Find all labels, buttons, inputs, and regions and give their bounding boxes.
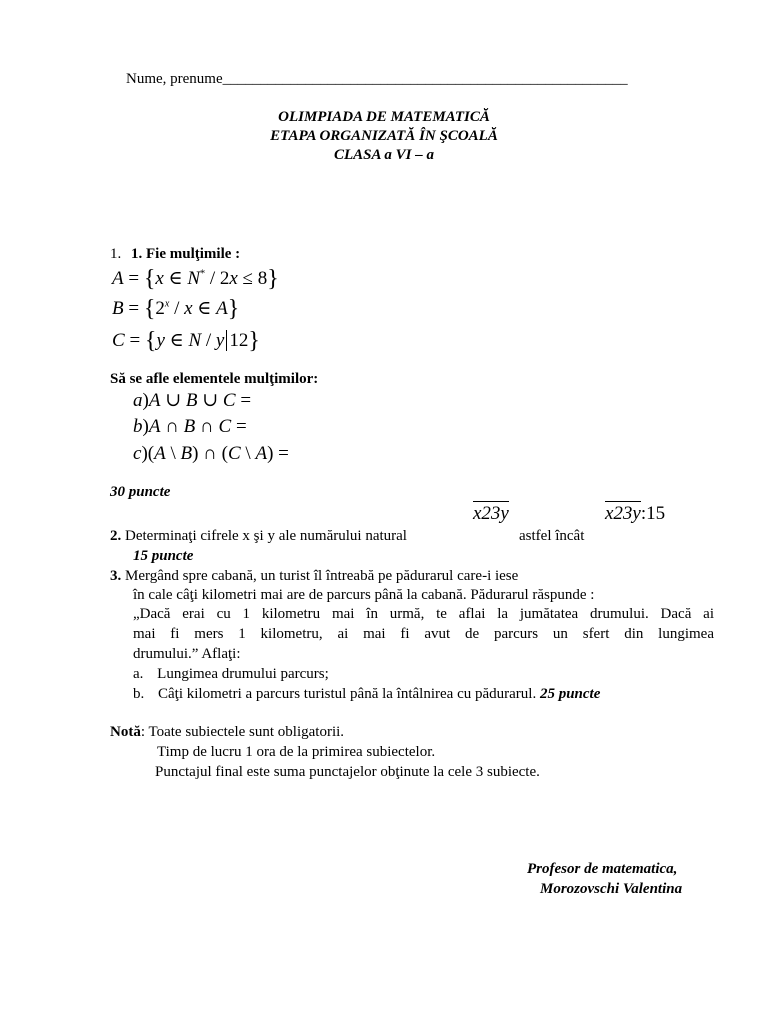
divisibility-expression: [605, 503, 665, 525]
title-line-2: ETAPA ORGANIZATĂ ÎN ŞCOALĂ: [270, 128, 498, 144]
title-line-3: CLASA a VI – a: [333, 147, 435, 163]
problem-3-sub-b: [133, 686, 600, 703]
problem-3-line-4: mai fi mers 1 kilometru, ai mai fi avut de parcurs un sfert din lungimea: [133, 626, 714, 642]
problem-1-task: Să se afle elementele mulţimilor:: [110, 371, 319, 387]
problem-3-line-1-text: Mergând spre cabană, un turist îl întreabă pe pădurarul care-i iese: [125, 568, 519, 584]
problem-1-heading: [110, 246, 240, 263]
item-a: a)A ∪ B ∪ C =: [133, 390, 252, 411]
name-line: ______________________________________________________: [222, 71, 628, 87]
item-b: b)A ∩ B ∩ C =: [133, 416, 247, 437]
divisibility-number: x23y: [605, 503, 641, 524]
note-line-3: Punctajul final este suma punctajelor obţinute la cele 3 subiecte.: [155, 764, 540, 780]
signature-title: Profesor de matematica,: [527, 861, 678, 877]
number-expression-text: x23y: [473, 503, 509, 524]
problem-1-title: 1. Fie mulţimile :: [131, 246, 241, 262]
number-expression: [473, 503, 509, 525]
problem-2-text: Determinaţi cifrele x şi y ale numărului natural: [125, 528, 407, 544]
problem-3-points: 25 puncte: [539, 686, 601, 702]
name-field: [126, 71, 628, 88]
problem-3-line-2: în cale câţi kilometri mai are de parcurs până la cabană. Pădurarul răspunde :: [133, 587, 595, 603]
item-c: c)(A \ B) ∩ (C \ A) =: [133, 443, 289, 464]
sub-b-text: Câţi kilometri a parcurs turistul până la întâlnirea cu pădurarul.: [158, 686, 537, 702]
problem-3-number: 3.: [110, 568, 122, 584]
problem-2-such-that: astfel încât: [519, 528, 585, 544]
problem-2-number: 2.: [110, 528, 122, 544]
sub-a-text: Lungimea drumului parcurs;: [157, 666, 329, 682]
sub-a-label: a.: [133, 666, 144, 682]
problem-2-points: 15 puncte: [133, 548, 194, 564]
signature-name: Morozovschi Valentina: [540, 881, 683, 897]
note-label: Notă: [110, 724, 141, 740]
note-line-2: Timp de lucru 1 ora de la primirea subiectelor.: [157, 744, 436, 760]
problem-3-line-5: drumului.” Aflaţi:: [133, 646, 241, 662]
set-a-definition: A = {x ∈ N* / 2x ≤ 8}: [112, 266, 279, 292]
problem-1-points: 30 puncte: [110, 484, 171, 500]
set-c-definition: C = {y ∈ N / y 12}: [112, 328, 260, 354]
note-line-1: [110, 724, 344, 741]
name-label: Nume, prenume: [126, 71, 223, 87]
problem-1-number: 1.: [110, 246, 122, 262]
title-line-1: OLIMPIADA DE MATEMATICĂ: [278, 109, 490, 125]
problem-2-statement: [110, 528, 407, 545]
note-line-1-text: : Toate subiectele sunt obligatorii.: [140, 724, 345, 740]
problem-3-line-1: [110, 568, 518, 585]
divisibility-divisor: :15: [640, 503, 666, 524]
sub-b-label: b.: [133, 686, 145, 702]
problem-3-line-3: „Dacă erai cu 1 kilometru mai în urmă, te aflai la jumătatea drumului. Dacă ai: [133, 606, 714, 622]
problem-3-sub-a: [133, 666, 329, 683]
set-b-definition: $B = \{2^x / x$ ∈ A}: [112, 296, 240, 322]
